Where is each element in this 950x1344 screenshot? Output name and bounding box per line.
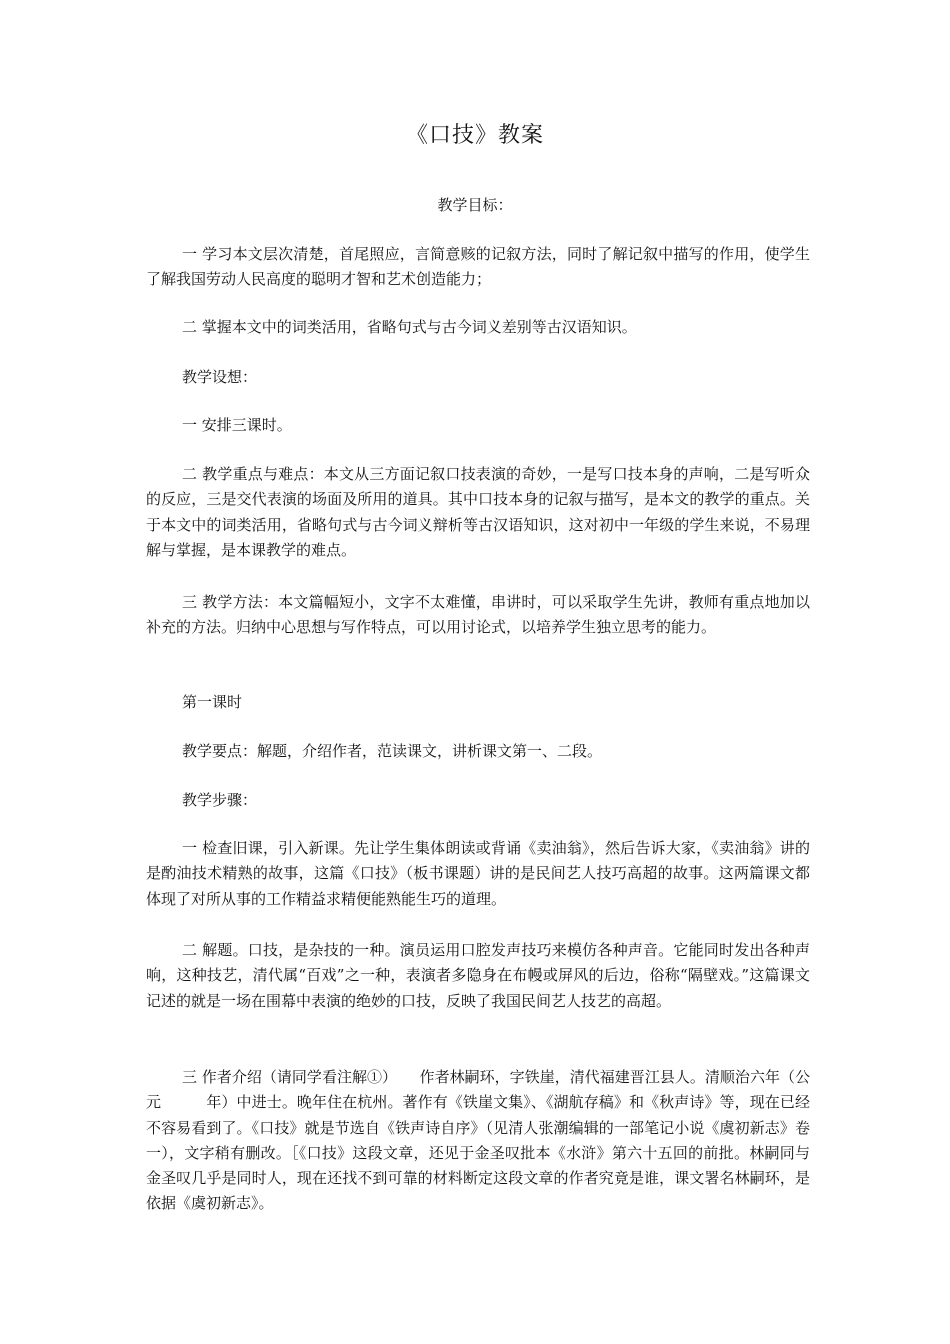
objective-paragraph-2: 二 掌握本文中的词类活用，省略句式与古今词义差别等古汉语知识。: [182, 318, 637, 336]
step-paragraph-2: 二 解题。口技，是杂技的一种。演员运用口腔发声技巧来模仿各种声音。它能同时发出各种声响，这种技艺，清代属“百戏”之一种，表演者多隐身在布幔或屏风的后边，俗称“隔壁戏。”这篇课文记述的就是一场在围幕中表演的绝妙的口技，反映了我国民间艺人技艺的高超。: [146, 941, 810, 1010]
section-heading-objectives: 教学目标：: [437, 196, 513, 214]
key-points-paragraph: 教学要点：解题，介绍作者，范读课文，讲析课文第一、二段。: [182, 742, 603, 760]
section-heading-design: 教学设想：: [182, 368, 258, 386]
objective-paragraph-1: 一 学习本文层次清楚，首尾照应，言简意赅的记叙方法，同时了解记叙中描写的作用，使学生了解我国劳动人民高度的聪明才智和艺术创造能力；: [146, 245, 810, 289]
page-title: 《口技》教案: [405, 123, 544, 148]
design-paragraph-2: 二 教学重点与难点：本文从三方面记叙口技表演的奇妙，一是写口技本身的声响，二是写听众的反应，三是交代表演的场面及所用的道具。其中口技本身的记叙与描写，是本文的教学的重点。关于本文中的词类活用，省略句式与古今词义辩析等古汉语知识，这对初中一年级的学生来说，不易理解与掌握，是本课教学的难点。: [146, 465, 810, 559]
design-paragraph-1: 一 安排三课时。: [182, 416, 292, 434]
step-paragraph-3: 三 作者介绍（请同学看注解①） 作者林嗣环，字铁崖，清代福建晋江县人。清顺治六年（公元 年）中进士。晚年住在杭州。著作有《铁崖文集》、《湖航存稿》和《秋声诗》等，现在已经不容易看到了。《口技》就是节选自《铁声诗自序》（见清人张潮编辑的一部笔记小说《虞初新志》卷一），文字稍有删改。［《口技》这段文章，还见于金圣叹批本《水浒》第六十五回的前批。林嗣同与金圣叹几乎是同时人，现在还找不到可靠的材料断定这段文章的作者究竟是谁，课文署名林嗣环，是依据《虞初新志》。: [146, 1068, 810, 1213]
design-paragraph-3: 三 教学方法：本文篇幅短小，文字不太难懂，串讲时，可以采取学生先讲，教师有重点地加以补充的方法。归纳中心思想与写作特点，可以用讨论式，以培养学生独立思考的能力。: [146, 593, 810, 637]
step-paragraph-1: 一 检查旧课，引入新课。先让学生集体朗读或背诵《卖油翁》，然后告诉大家，《卖油翁》讲的是酌油技术精熟的故事，这篇《口技》（板书课题）讲的是民间艺人技巧高超的故事。这两篇课文都体现了对所从事的工作精益求精便能熟能生巧的道理。: [146, 839, 810, 908]
section-heading-steps: 教学步骤：: [182, 791, 258, 809]
lesson-heading: 第一课时: [182, 693, 243, 711]
